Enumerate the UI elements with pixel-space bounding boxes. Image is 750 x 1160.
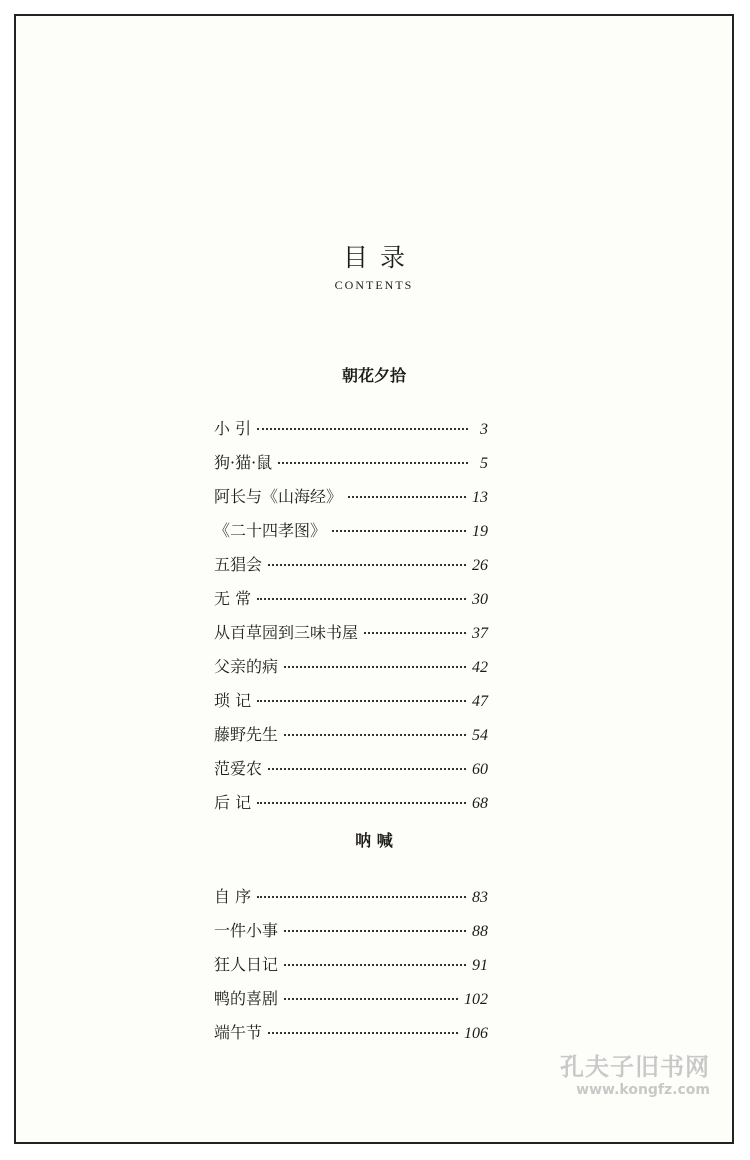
- toc-item: [214, 918, 488, 940]
- toc-item: [214, 884, 488, 906]
- toc-item-label: 父亲的病: [214, 657, 279, 676]
- toc-item-label: 小 引: [214, 419, 252, 438]
- toc-item-page: 91: [472, 957, 488, 974]
- toc-item: [214, 756, 488, 778]
- dot-leader: [332, 530, 466, 532]
- toc-item-page: 68: [472, 795, 488, 812]
- toc-item-page: 3: [480, 421, 488, 438]
- toc-item-page: 42: [472, 659, 488, 676]
- toc-item: [214, 552, 488, 574]
- dot-leader: [268, 1032, 458, 1034]
- toc-item: [214, 790, 488, 812]
- dot-leader: [284, 734, 466, 736]
- toc-item: [214, 952, 488, 974]
- toc-item-page: 47: [472, 693, 488, 710]
- dot-leader: [284, 964, 466, 966]
- toc-item-label: 鸭的喜剧: [214, 989, 279, 1008]
- toc-item-page: 83: [472, 889, 488, 906]
- dot-leader: [257, 428, 468, 430]
- toc-item: [214, 654, 488, 676]
- toc-item-label: 后 记: [214, 793, 252, 812]
- toc-item-label: 狂人日记: [214, 955, 279, 974]
- toc-item-label: 五猖会: [214, 555, 263, 574]
- dot-leader: [257, 700, 466, 702]
- dot-leader: [268, 768, 466, 770]
- toc-item-page: 37: [472, 625, 488, 642]
- dot-leader: [257, 802, 466, 804]
- toc-item-page: 102: [464, 991, 488, 1008]
- watermark-text: 孔夫子旧书网: [560, 1053, 710, 1081]
- dot-leader: [364, 632, 466, 634]
- toc-item-page: 54: [472, 727, 488, 744]
- toc-item-page: 106: [464, 1025, 488, 1042]
- book-page: [14, 14, 734, 1144]
- toc-item: [214, 688, 488, 710]
- watermark: [560, 1047, 710, 1098]
- toc-item-label: 一件小事: [214, 921, 279, 940]
- toc-item-page: 5: [480, 455, 488, 472]
- toc-item: [214, 518, 488, 540]
- toc-item-label: 狗·猫·鼠: [214, 453, 273, 472]
- toc-item: [214, 586, 488, 608]
- toc-item-label: 端午节: [214, 1023, 263, 1042]
- toc-item: [214, 484, 488, 506]
- page-subtitle: CONTENTS: [334, 278, 414, 292]
- dot-leader: [284, 666, 466, 668]
- section-title-1: 朝花夕拾: [341, 366, 406, 385]
- toc-item-page: 13: [472, 489, 488, 506]
- toc-item-label: 无 常: [214, 589, 252, 608]
- toc-item-label: 从百草园到三味书屋: [214, 623, 359, 642]
- toc-item-label: 琐 记: [214, 691, 252, 710]
- toc-item: [214, 722, 488, 744]
- page-title: 目录: [342, 243, 417, 272]
- dot-leader: [284, 930, 466, 932]
- toc-item-page: 30: [472, 591, 488, 608]
- dot-leader: [284, 998, 458, 1000]
- toc-item-label: 自 序: [214, 887, 252, 906]
- toc-item-label: 藤野先生: [214, 725, 279, 744]
- dot-leader: [348, 496, 466, 498]
- toc-item-label: 阿长与《山海经》: [214, 487, 343, 506]
- dot-leader: [257, 896, 466, 898]
- toc-item: [214, 416, 488, 438]
- toc-item: [214, 986, 488, 1008]
- dot-leader: [278, 462, 468, 464]
- section-title-2: 呐 喊: [355, 831, 393, 850]
- toc-item-page: 88: [472, 923, 488, 940]
- toc-item-label: 《二十四孝图》: [214, 521, 327, 540]
- toc-item-page: 60: [472, 761, 488, 778]
- watermark-url: www.kongfz.com: [576, 1082, 710, 1098]
- dot-leader: [268, 564, 466, 566]
- toc-item-page: 26: [472, 557, 488, 574]
- toc-item: [214, 450, 488, 472]
- toc-item: [214, 1020, 488, 1042]
- toc-item: [214, 620, 488, 642]
- dot-leader: [257, 598, 466, 600]
- toc-item-page: 19: [472, 523, 488, 540]
- toc-item-label: 范爱农: [214, 759, 263, 778]
